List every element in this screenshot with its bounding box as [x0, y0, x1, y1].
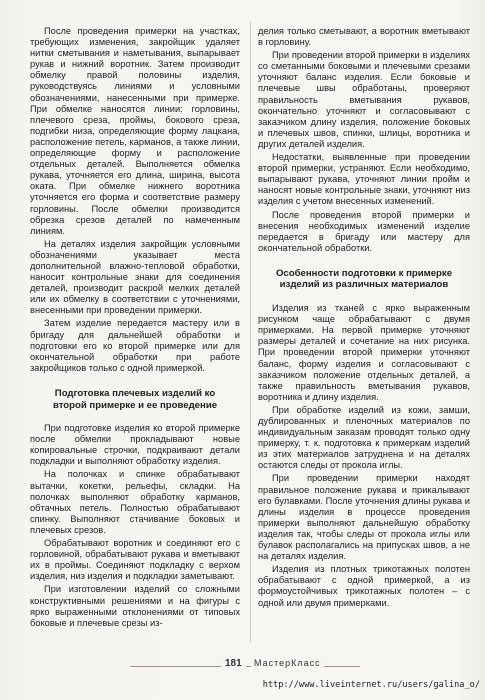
paragraph: Недостатки, выявленные при проведении второй примерки, устраняют. Если необходимо, выпарывают рукава, уточняют линии пройм и наносят новые контрольные знаки, уточняют низ изделия с учетом внесенных изменений. [258, 152, 470, 207]
paragraph: На деталях изделия закройщик условными обозначениями указывает места дополнительной влажно-тепловой обработки, наносит контрольные знаки для соединения деталей, производит раскрой мелких деталей или их обмелку в соответствии с уточнениями, внесенными при проведении примерки. [30, 238, 240, 316]
column-divider [250, 22, 251, 642]
paragraph: При проведении второй примерки в изделиях со сметанными боковыми и плечевыми срезами уточняют баланс изделия. Если боковые и плечевые швы обработаны, проверяют правильность вметывания рукавов, окончательно уточняют и согласовывают с заказчиком длину изделия, положение боковых и плечевых швов, спинки, шлицы, воротника и других деталей изделия. [258, 50, 470, 149]
section-heading-line: второй примерке и ее проведение [52, 399, 218, 411]
left-column [30, 26, 240, 631]
watermark-url: http://www.liveinternet.ru/users/galina_o/ [262, 680, 480, 690]
paragraph: При подготовке изделия ко второй примерке после обмелки прокладывают новые копировальные строчки, подкраивают детали подкладки и выполняют обработку изделия. [30, 423, 240, 467]
section-heading-line: изделий из различных материалов [279, 279, 449, 291]
paragraph: После проведения второй примерки и внесения необходимых изменений изделие передается в бригаду или мастеру для окончательной обработки. [258, 209, 470, 253]
paragraph: После проведения примерки на участках, требующих изменения, закройщик удаляет нитки сметывания и наметывания, выпарывает рукав и нижний воротник. Затем производит обмелку правой половины изделия, руководствуясь линиями и условными обозначениями, нанесенными при примерке. При обмелке наносятся линии: горловины, плечевого среза, проймы, бокового среза, подгибки низа, определяющие форму лацкана, расположение петель, карманов, а также линии, определяющие форму и расположение отдельных деталей. Выполняется обмелка рукава, уточняется его длина, ширина, высота оката. При обмелке нижнего воротника уточняется его форма и соответствие размеру горловины. После обмелки производится обрезка срезов деталей по намеченным линиям. [30, 26, 240, 236]
paragraph: При обработке изделий из кожи, замши, дублированных и пленочных материалов по индивидуальным заказам проводят только одну примерку, т. к. подготовка к примеркам изделий из этих материалов затруднена и на деталях остаются следы от прокола иглы. [258, 404, 470, 471]
paragraph: При изготовлении изделий со сложными конструктивными решениями и на фигуры с ярко выраженными отклонениями от типовых боковые и плечевые срезы из- [30, 584, 240, 628]
section-heading-line: Особенности подготовки к примерке [275, 267, 453, 279]
section-heading-line: Подготовка плечевых изделий ко [54, 387, 216, 399]
paragraph: Затем изделие передается мастеру или в бригаду для дальнейшей обработки и подготовки его ко второй примерке или для окончательной обработки при работе закройщиков только с одной примеркой. [30, 318, 240, 373]
paragraph: На полочках и спинке обрабатывают вытачки, кокетки, рельефы, складки. На полочках выполняют обработку карманов, обтачных петель. Полностью обрабатывают спинку. Выполняют стачивание боковых и плечевых срезов. [30, 469, 240, 535]
magazine-name: МастерКласс [251, 658, 324, 668]
paragraph: Обрабатывают воротник и соединяют его с горловиной, обрабатывают рукава и вметывают их в проймы. Соединяют подкладку с верхом изделия, низ изделия и подкладки заметывают. [30, 538, 240, 582]
paragraph: Изделия из плотных трикотажных полотен обрабатывают с одной примеркой, а из формоустойчивых трикотажных полотен – с одной или двумя примерками. [258, 564, 470, 608]
page-footer [0, 656, 485, 676]
paragraph: делия только сметывают, а воротник вметывают в горловину. [258, 26, 470, 48]
page-number: 181 [221, 658, 246, 669]
right-column [258, 26, 470, 611]
paragraph: При проведении примерки находят правильное положение рукава и прикалывают его булавками. После уточнения длины рукава и длины изделия в процессе проведения примерки выполняют дальнейшую обработку изделия так, чтобы следы от прокола иглы или булавок располагались на припусках швов, а не на деталях изделия. [258, 473, 470, 562]
section-heading [30, 386, 240, 413]
paragraph: Изделия из тканей с ярко выраженным рисунком чаще обрабатывают с двумя примерками. На первой примерке уточняют размеры деталей и сочетание на них рисунка. При проведении второй примерки уточняют баланс, форму изделия и согласовывают с заказчиком положение отдельных деталей, а также правильность вметывания рукавов, воротника и длину изделия. [258, 303, 470, 402]
section-heading [258, 266, 470, 293]
